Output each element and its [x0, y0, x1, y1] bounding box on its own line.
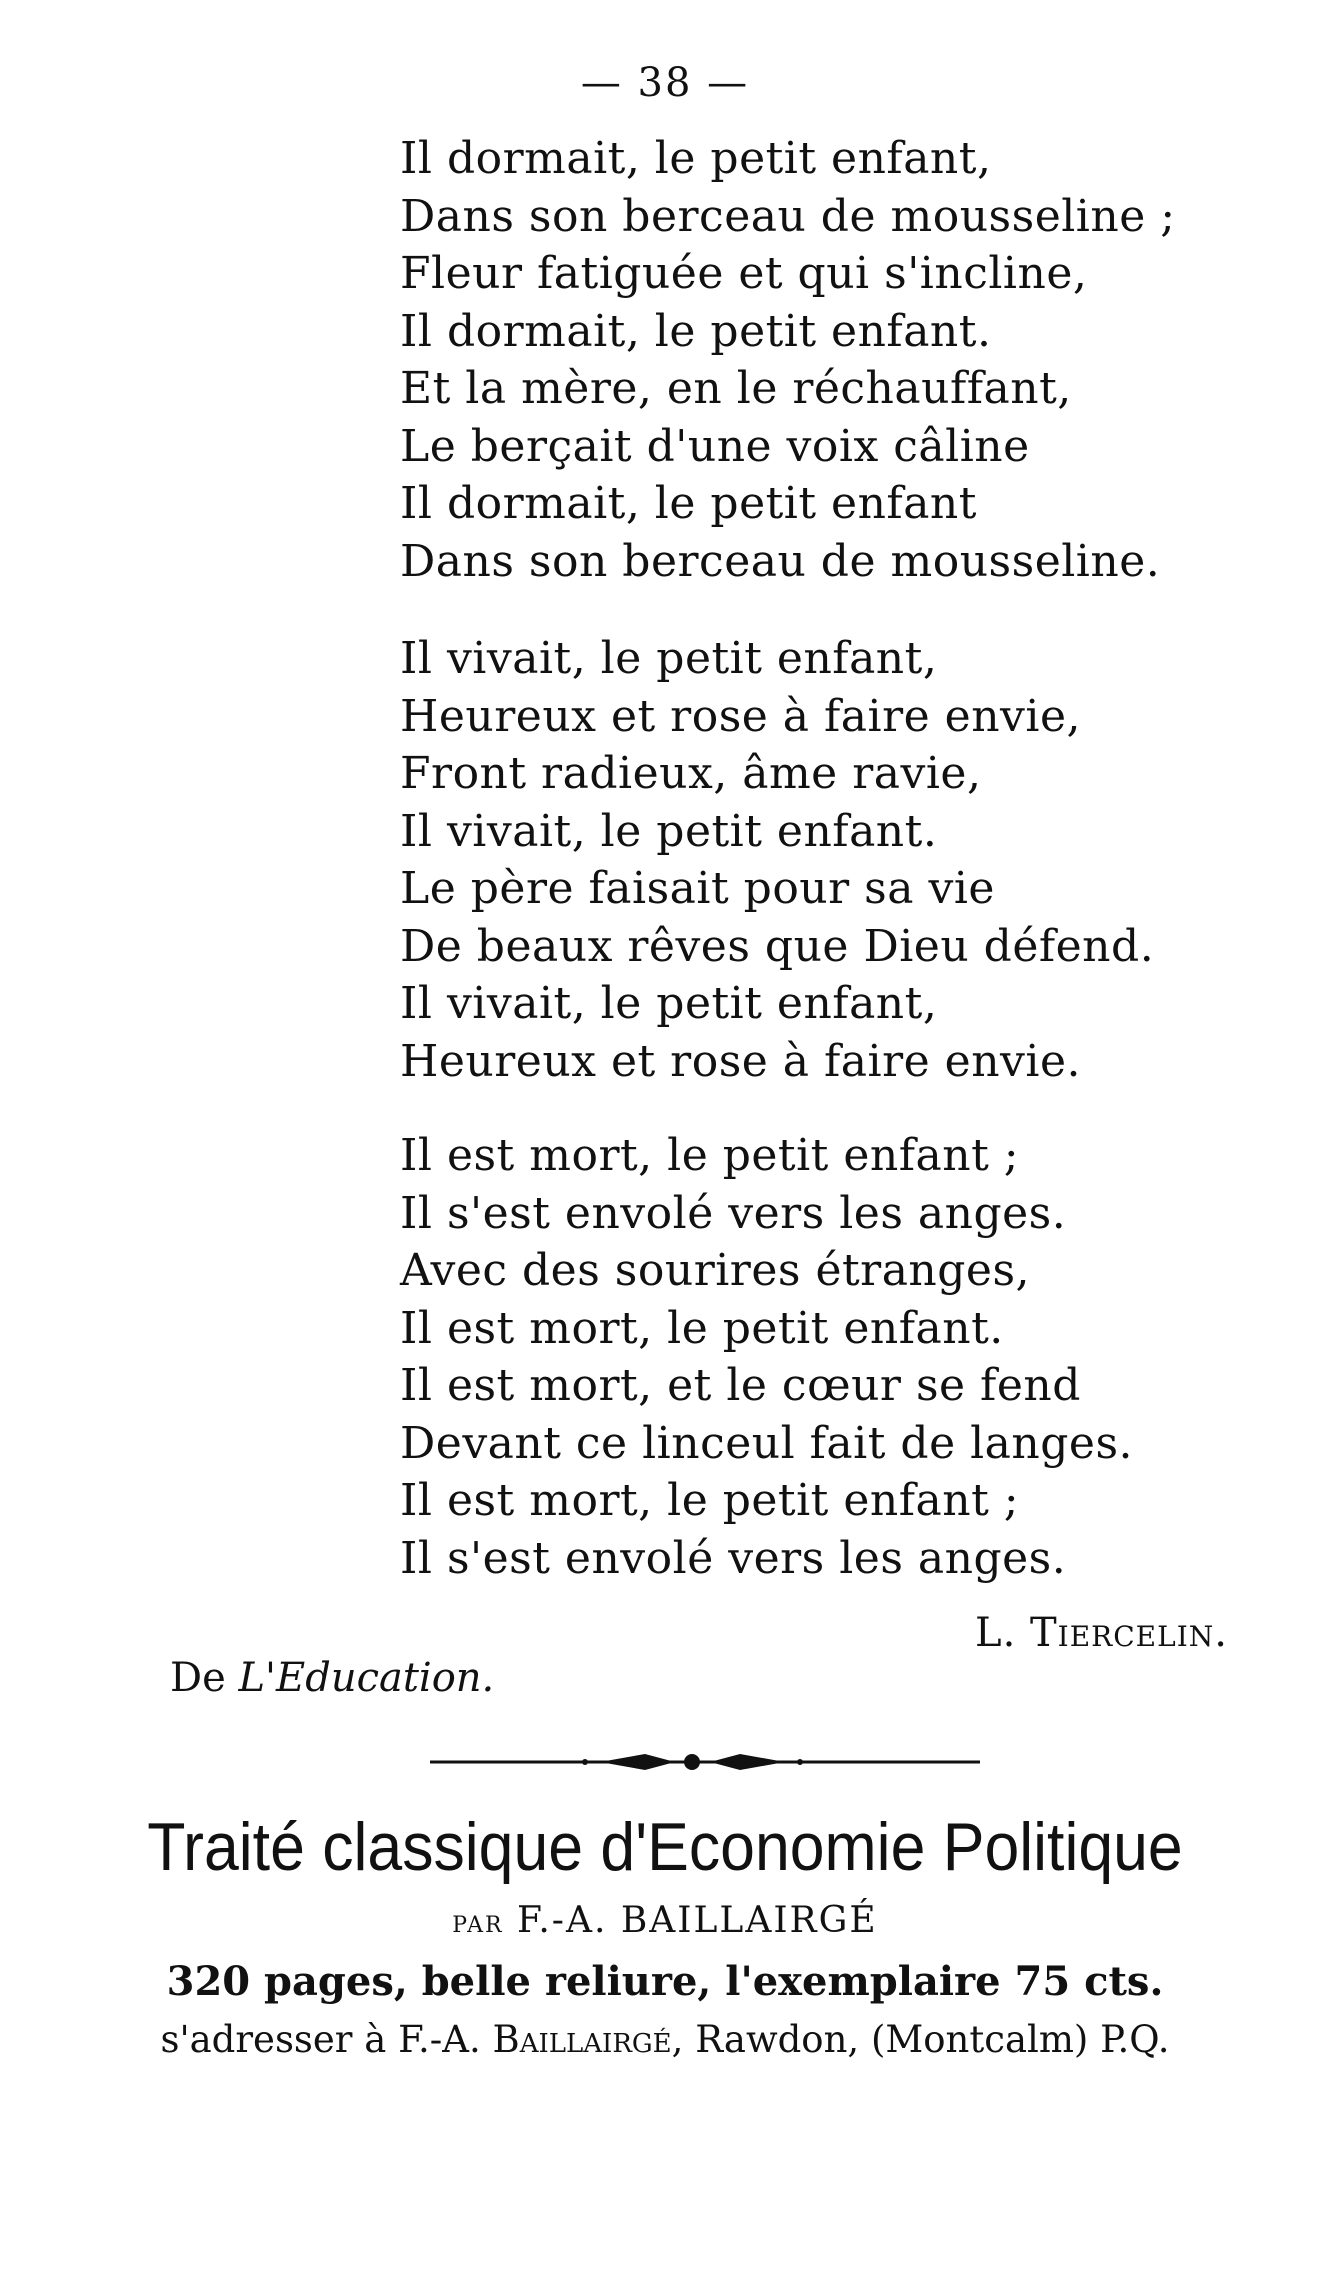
verse-line: De beaux rêves que Dieu défend.	[400, 920, 1155, 972]
stanza-2	[400, 630, 1154, 1090]
page-number: — 38 —	[580, 60, 750, 106]
author-initial: L.	[975, 1610, 1017, 1656]
verse-line: Devant ce linceul fait de langes.	[400, 1417, 1134, 1469]
contact-name: F.-A. Baillairgé,	[398, 2018, 684, 2061]
verse-line: Et la mère, en le réchauffant,	[400, 363, 1072, 414]
contact-place: Rawdon, (Montcalm) P.Q.	[695, 2018, 1170, 2061]
source-citation	[170, 1655, 494, 1701]
source-prefix: De	[170, 1655, 226, 1701]
verse-line: Il dormait, le petit enfant	[400, 478, 977, 529]
byline-par: PAR	[452, 1913, 504, 1938]
verse-line: Il est mort, le petit enfant ;	[400, 1475, 1020, 1526]
advertisement-byline	[0, 1900, 1330, 1941]
stanza-3	[400, 1127, 1133, 1587]
verse-line: Dans son berceau de mousseline ;	[400, 190, 1176, 242]
verse-line: Il s'est envolé vers les anges.	[400, 1187, 1067, 1239]
verse-line: Dans son berceau de mousseline.	[400, 535, 1161, 587]
author-surname: Tiercelin.	[1030, 1610, 1228, 1656]
byline-name: F.-A. BAILLAIRGÉ	[516, 1900, 878, 1941]
verse-line: Le père faisait pour sa vie	[400, 863, 995, 914]
author-signature	[975, 1610, 1228, 1656]
verse-line: Il vivait, le petit enfant,	[400, 633, 938, 684]
advertisement-contact	[0, 2018, 1330, 2061]
advertisement-details: 320 pages, belle reliure, l'exemplaire 75 cts.	[166, 1958, 1164, 2005]
verse-line: Il est mort, le petit enfant ;	[400, 1130, 1020, 1181]
ornament-divider	[430, 1742, 980, 1782]
verse-line: Il vivait, le petit enfant,	[400, 978, 938, 1029]
verse-line: Il vivait, le petit enfant.	[400, 805, 938, 857]
verse-line: Il est mort, et le cœur se fend	[400, 1360, 1081, 1411]
verse-line: Il est mort, le petit enfant.	[400, 1302, 1004, 1354]
verse-line: Fleur fatiguée et qui s'incline,	[400, 248, 1088, 299]
verse-line: Il dormait, le petit enfant,	[400, 133, 992, 184]
verse-line: Front radieux, âme ravie,	[400, 748, 982, 799]
verse-line: Il dormait, le petit enfant.	[400, 305, 992, 357]
verse-line: Avec des sourires étranges,	[400, 1245, 1031, 1296]
verse-line: Heureux et rose à faire envie.	[400, 1035, 1081, 1087]
source-publication: L'Education.	[238, 1655, 495, 1701]
verse-line: Le berçait d'une voix câline	[400, 420, 1030, 472]
contact-prefix: s'adresser à	[160, 2018, 387, 2061]
verse-line: Il s'est envolé vers les anges.	[400, 1532, 1067, 1584]
advertisement-title: Traité classique d'Economie Politique	[147, 1809, 1183, 1885]
verse-line: Heureux et rose à faire envie,	[400, 690, 1081, 742]
stanza-1	[400, 130, 1176, 590]
